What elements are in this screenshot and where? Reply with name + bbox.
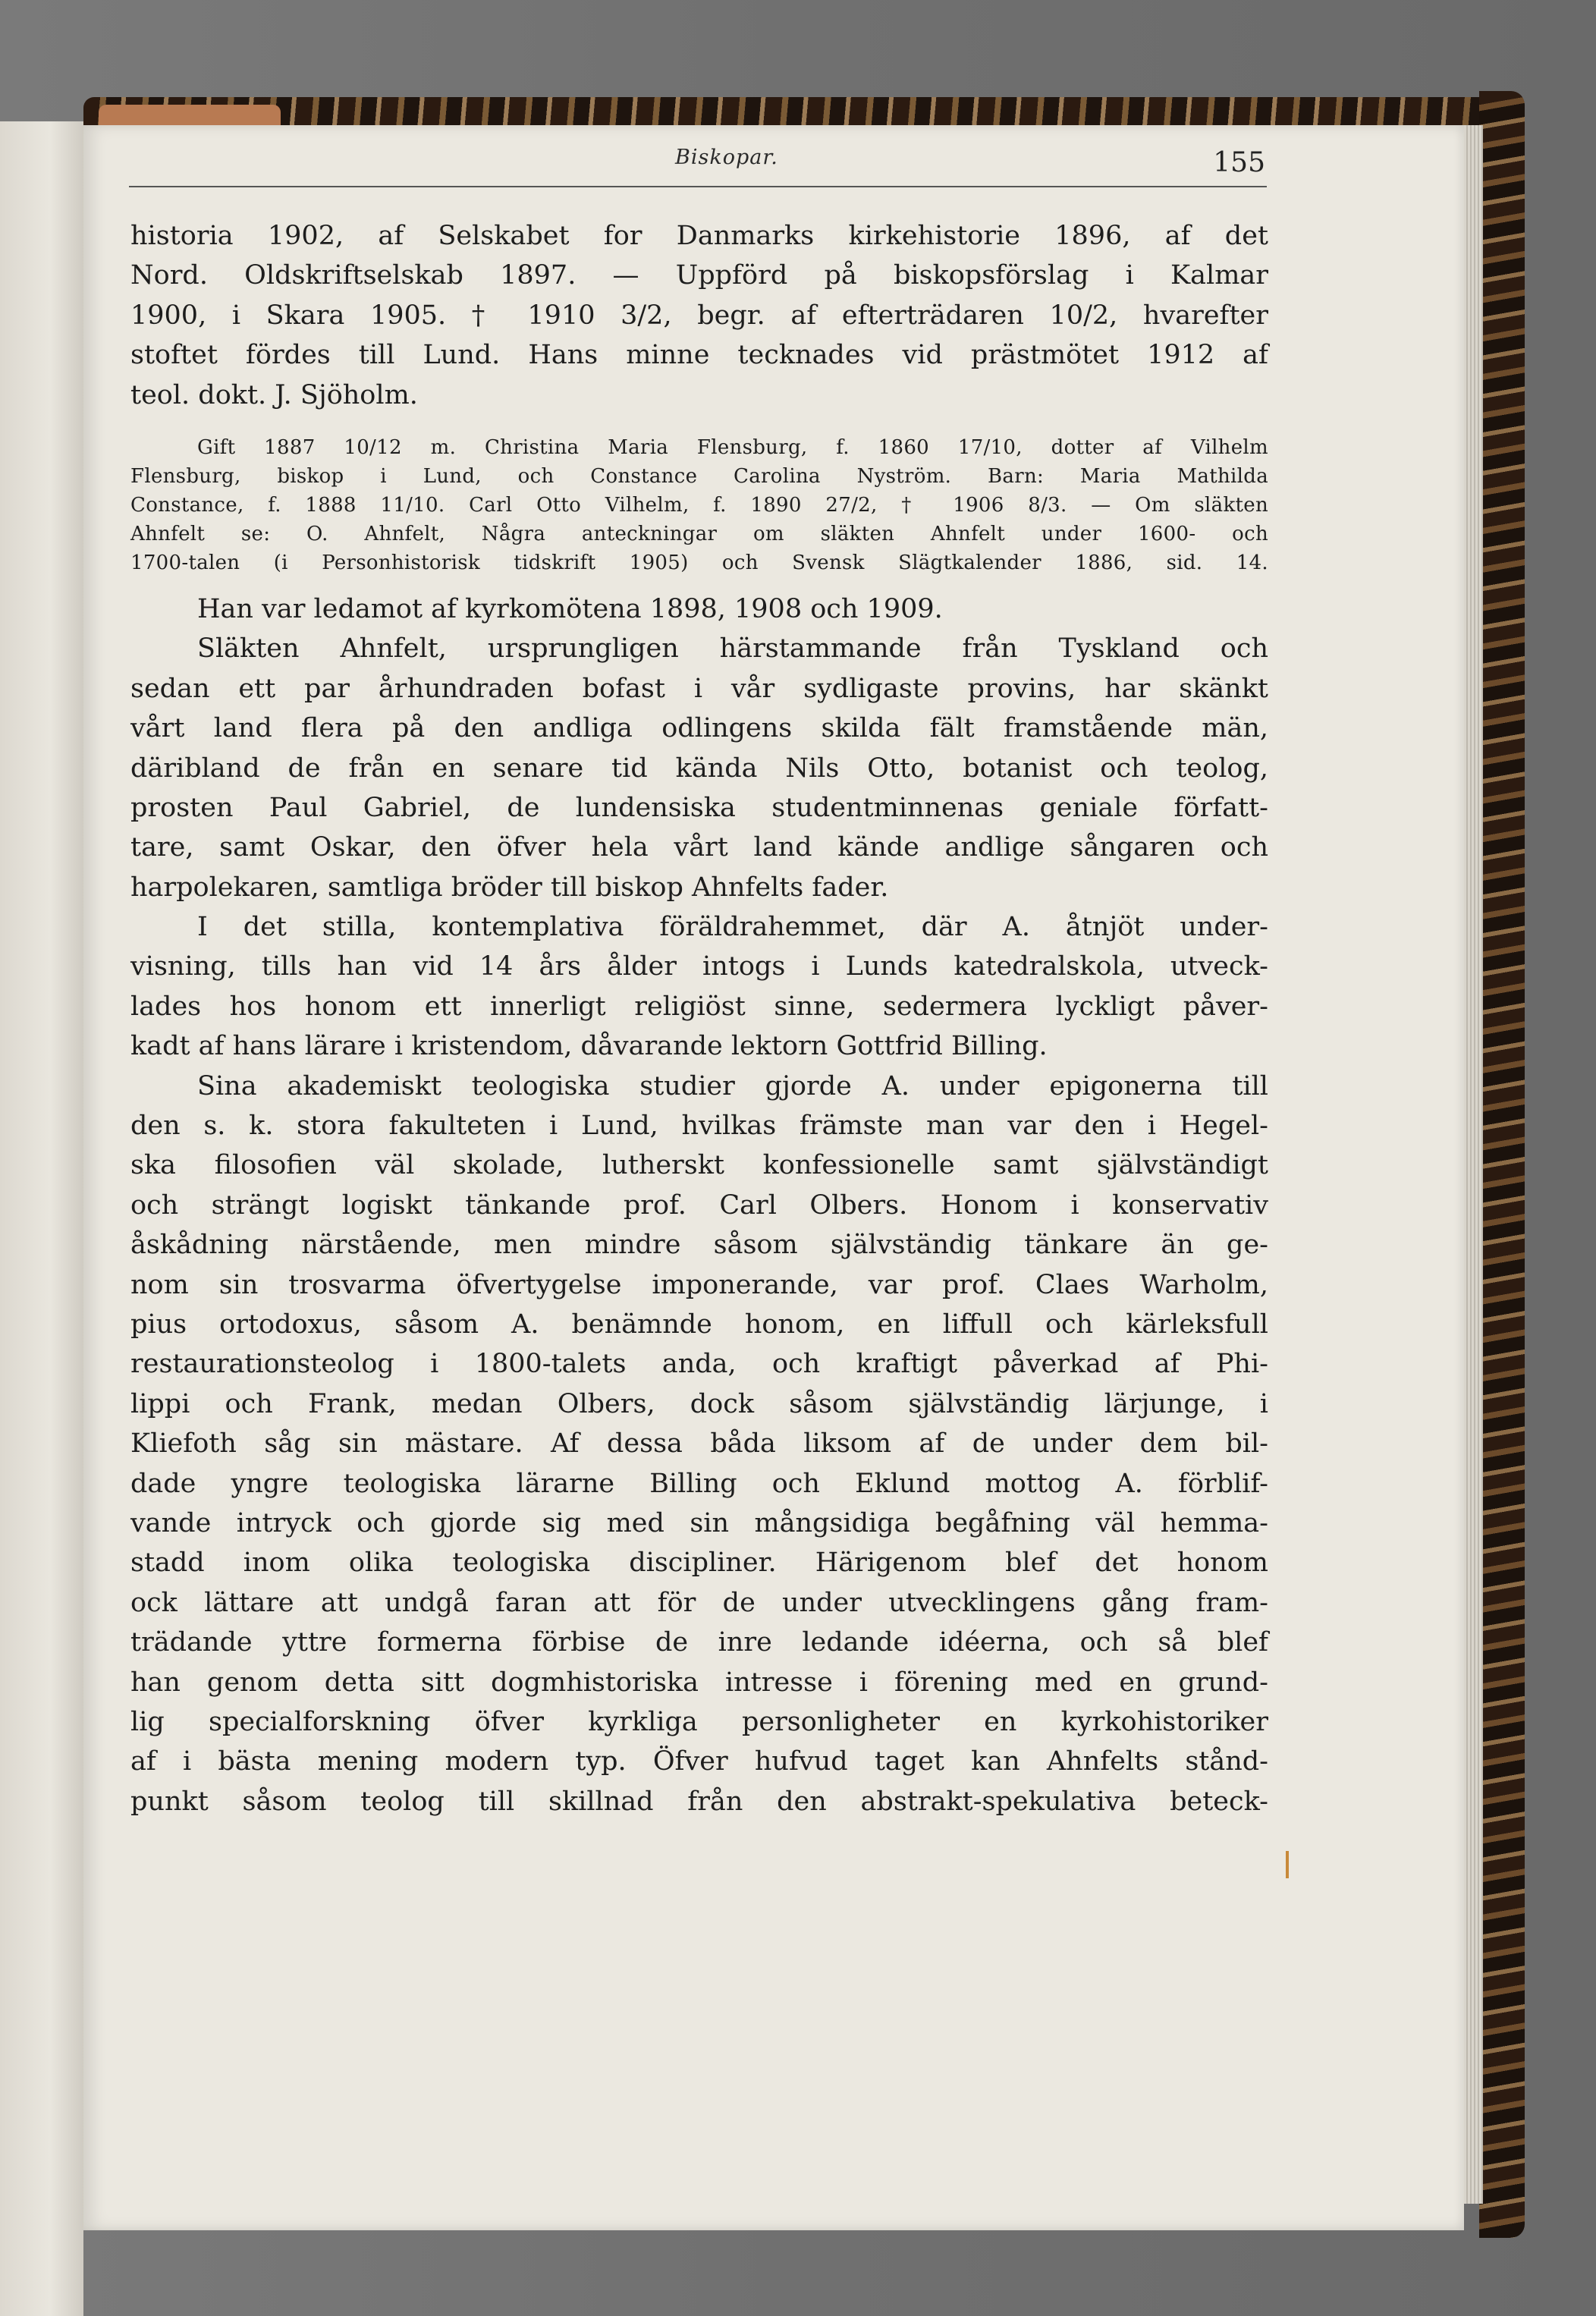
note-line: Constance, f. 1888 11/10. Carl Otto Vilhelm, f. 1890 27/2, † 1906 8/3. — Om släkten (130, 493, 1268, 517)
text-line: prosten Paul Gabriel, de lundensiska studentminnenas geniale författ- (130, 792, 1268, 823)
text-line: tare, samt Oskar, den öfver hela vårt land kände andlige sångaren och (130, 832, 1268, 863)
margin-mark (1286, 1851, 1289, 1878)
left-page-edge (0, 121, 83, 2316)
text-line: Han var ledamot af kyrkomötena 1898, 1908 och 1909. (197, 593, 943, 624)
text-line: sedan ett par århundraden bofast i vår sydligaste provins, har skänkt (130, 673, 1268, 704)
note-line: 1700-talen (i Personhistorisk tidskrift 1905) och Svensk Slägtkalender 1886, sid. 14. (130, 551, 1268, 574)
book-cover-spine (1479, 91, 1525, 2238)
text-line: nom sin trosvarma öfvertygelse imponerande, var prof. Claes Warholm, (130, 1269, 1268, 1300)
text-line: ock lättare att undgå faran att för de under utvecklingens gång fram- (130, 1587, 1268, 1618)
paragraph-5 (130, 1067, 1268, 1821)
text-line: restaurationsteolog i 1800-talets anda, och kraftigt påverkad af Phi- (130, 1349, 1268, 1380)
note-line: Gift 1887 10/12 m. Christina Maria Flensburg, f. 1860 17/10, dotter af Vilhelm (197, 435, 1268, 459)
text-line: kadt af hans lärare i kristendom, dåvarande lektorn Gottfrid Billing. (130, 1031, 1048, 1062)
note-line: Flensburg, biskop i Lund, och Constance Carolina Nyström. Barn: Maria Mathilda (130, 464, 1268, 488)
text-line: vande intryck och gjorde sig med sin mångsidiga begåfning väl hemma- (130, 1507, 1268, 1538)
text-line: däribland de från en senare tid kända Nils Otto, botanist och teolog, (130, 753, 1268, 784)
text-line: harpolekaren, samtliga bröder till biskop Ahnfelts fader. (130, 872, 889, 903)
footnote-block (130, 433, 1268, 577)
text-line: 1900, i Skara 1905. † 1910 3/2, begr. af efterträdaren 10/2, hvarefter (130, 300, 1268, 331)
text-line: stoftet fördes till Lund. Hans minne tecknades vid prästmötet 1912 af (130, 340, 1268, 371)
text-line: Sina akademiskt teologiska studier gjorde A. under epigonerna till (197, 1070, 1268, 1101)
paragraph-1 (130, 216, 1268, 415)
paragraph-3 (130, 629, 1268, 907)
page-number: 155 (1213, 147, 1265, 178)
text-line: Kliefoth såg sin mästare. Af dessa båda liksom af de under dem bil- (130, 1428, 1268, 1460)
text-line: visning, tills han vid 14 års ålder intogs i Lunds katedralskola, utveck- (130, 951, 1268, 982)
text-line: ska filosofien väl skolade, lutherskt konfessionelle samt självständigt (130, 1150, 1268, 1181)
page-header (129, 144, 1267, 187)
page-body (130, 216, 1268, 1821)
text-line: I det stilla, kontemplativa föräldrahemmet, där A. åtnjöt under- (197, 912, 1268, 943)
text-line: åskådning närstående, men mindre såsom självständig tänkare än ge- (130, 1230, 1268, 1261)
paragraph-4 (130, 907, 1268, 1067)
text-line: vårt land flera på den andliga odlingens skilda fält framstående män, (130, 713, 1268, 744)
text-line: lades hos honom ett innerligt religiöst sinne, sedermera lyckligt påver- (130, 991, 1268, 1022)
text-line: punkt såsom teolog till skillnad från den abstrakt-spekulativa beteck- (130, 1786, 1268, 1817)
text-line: Nord. Oldskriftselskab 1897. — Uppförd på biskopsförslag i Kalmar (130, 260, 1268, 291)
text-line: historia 1902, af Selskabet for Danmarks kirkehistorie 1896, af det (130, 221, 1268, 251)
text-line: af i bästa mening modern typ. Öfver hufvud taget kan Ahnfelts stånd- (130, 1746, 1268, 1777)
text-line: Släkten Ahnfelt, ursprungligen härstammande från Tyskland och (197, 633, 1268, 665)
text-line: dade yngre teologiska lärarne Billing och Eklund mottog A. förblif- (130, 1468, 1268, 1499)
text-line: stadd inom olika teologiska discipliner. Härigenom blef det honom (130, 1548, 1268, 1579)
text-line: pius ortodoxus, såsom A. benämnde honom, en liffull och kärleksfull (130, 1309, 1268, 1340)
text-line: han genom detta sitt dogmhistoriska intresse i förening med en grund- (130, 1667, 1268, 1698)
text-line: trädande yttre formerna förbise de inre ledande idéerna, och så blef (130, 1627, 1268, 1658)
text-line: och strängt logiskt tänkande prof. Carl Olbers. Honom i konservativ (130, 1189, 1268, 1221)
paragraph-2 (130, 589, 1268, 629)
text-line: lig specialforskning öfver kyrkliga personligheter en kyrkohistoriker (130, 1706, 1268, 1737)
running-title: Biskopar. (675, 146, 778, 169)
note-line: Ahnfelt se: O. Ahnfelt, Några anteckningar om släkten Ahnfelt under 1600- och (130, 522, 1268, 545)
text-line: den s. k. stora fakulteten i Lund, hvilkas främste man var den i Hegel- (130, 1111, 1268, 1142)
text-line: lippi och Frank, medan Olbers, dock såsom självständig lärjunge, i (130, 1388, 1268, 1419)
text-line: teol. dokt. J. Sjöholm. (130, 379, 418, 410)
